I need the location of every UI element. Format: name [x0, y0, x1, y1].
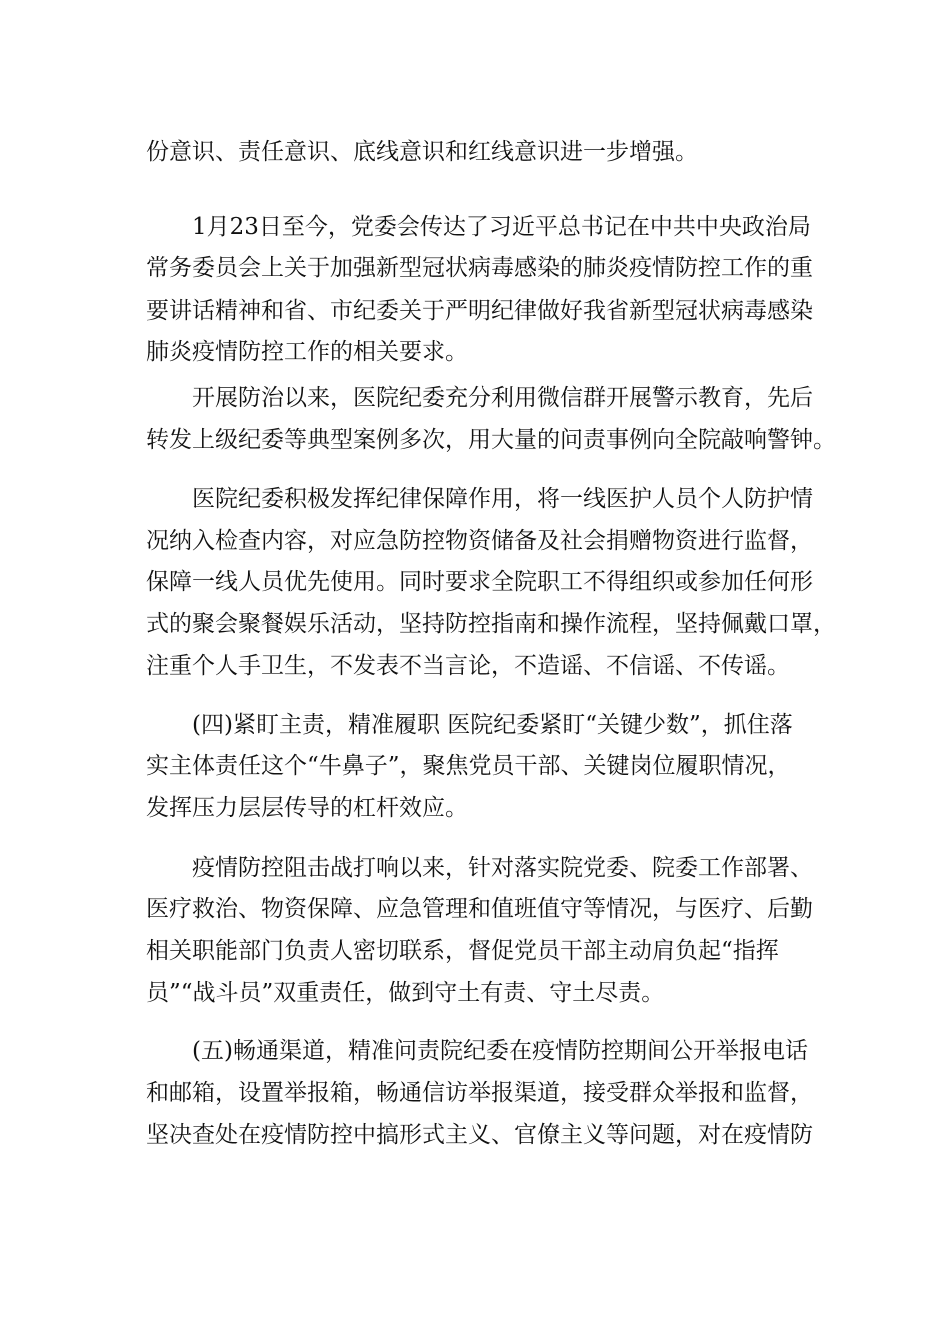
text-line: 开展防治以来，医院纪委充分利用微信群开展警示教育，先后 [192, 385, 813, 411]
text-line: 要讲话精神和省、市纪委关于严明纪律做好我省新型冠状病毒感染 [146, 298, 813, 324]
text-line: (四)紧盯主责，精准履职 医院纪委紧盯“关键少数”，抓住落 [192, 712, 793, 738]
text-line: 坚决查处在疫情防控中搞形式主义、官僚主义等问题，对在疫情防 [146, 1122, 813, 1148]
text-line: 员”“战斗员”双重责任，做到守土有责、守土尽责。 [146, 980, 665, 1006]
text-line: 疫情防控阻击战打响以来，针对落实院党委、院委工作部署、 [192, 855, 813, 881]
text-line: 份意识、责任意识、底线意识和红线意识进一步增强。 [146, 139, 698, 165]
text-line: 况纳入检查内容，对应急防控物资储备及社会捐赠物资进行监督， [146, 528, 813, 554]
text-line: 和邮箱，设置举报箱，畅通信访举报渠道，接受群众举报和监督， [146, 1080, 813, 1106]
text-line: 医院纪委积极发挥纪律保障作用，将一线医护人员个人防护情 [192, 486, 813, 512]
text-line: 保障一线人员优先使用。同时要求全院职工不得组织或参加任何形 [146, 569, 813, 595]
text-line: 医疗救治、物资保障、应急管理和值班值守等情况，与医疗、后勤 [146, 896, 813, 922]
text-line: 实主体责任这个“牛鼻子”，聚焦党员干部、关键岗位履职情况， [146, 753, 791, 779]
text-line: 发挥压力层层传导的杠杆效应。 [146, 795, 468, 821]
text-line: 相关职能部门负责人密切联系，督促党员干部主动肩负起“指挥 [146, 938, 779, 964]
text-line: 肺炎疫情防控工作的相关要求。 [146, 339, 468, 365]
text-line: 转发上级纪委等典型案例多次，用大量的问责事例向全院敲响警钟。 [146, 427, 836, 453]
text-line: 式的聚会聚餐娱乐活动，坚持防控指南和操作流程，坚持佩戴口罩， [146, 611, 836, 637]
text-line: (五)畅通渠道，精准问责院纪委在疫情防控期间公开举报电话 [192, 1038, 808, 1064]
text-line: 1月23日至今，党委会传达了习近平总书记在中共中央政治局 [192, 214, 811, 240]
text-line: 常务委员会上关于加强新型冠状病毒感染的肺炎疫情防控工作的重 [146, 255, 813, 281]
text-line: 注重个人手卫生，不发表不当言论，不造谣、不信谣、不传谣。 [146, 653, 790, 679]
